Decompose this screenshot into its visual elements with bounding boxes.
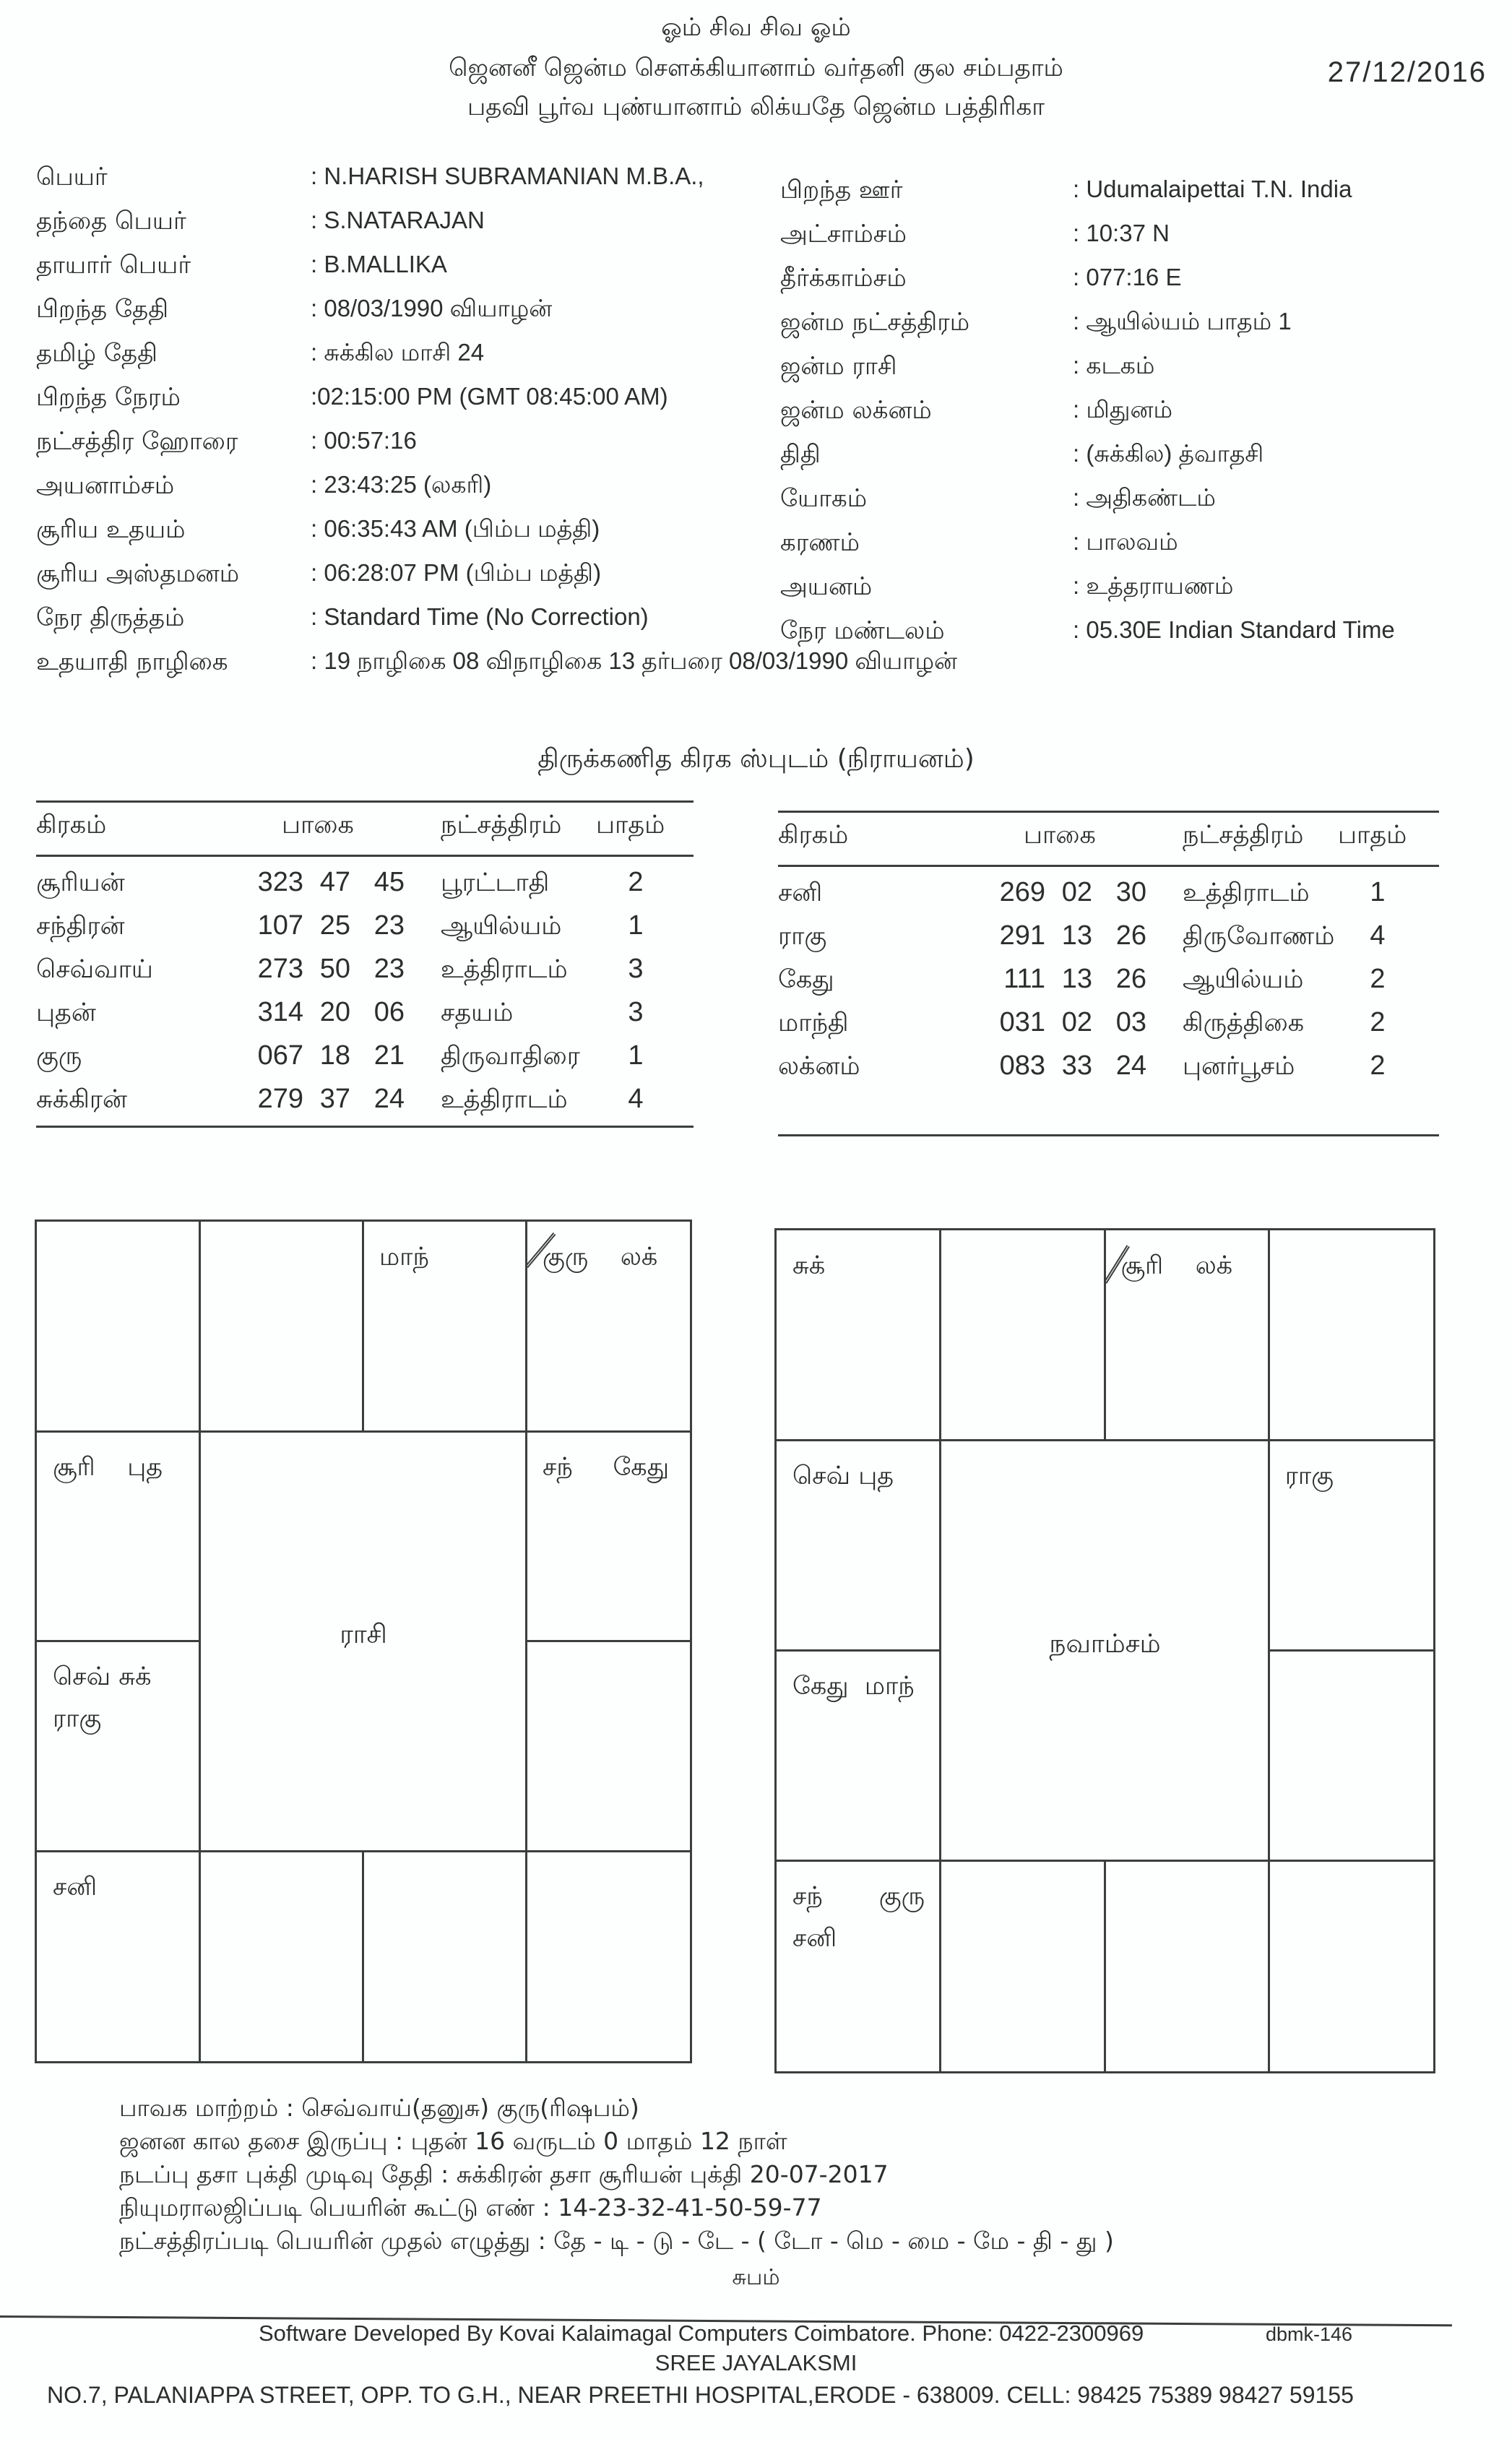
degree-value: 111 <box>1003 964 1045 994</box>
table-bottom-rule <box>778 1134 1439 1136</box>
star-name: உத்திராடம் <box>441 955 568 984</box>
column-header-planet: கிரகம் <box>36 811 107 839</box>
info-label: நட்சத்திர ஹோரை <box>36 427 238 456</box>
info-value: : (சுக்கில) த்வாதசி <box>1073 440 1264 467</box>
star-name: உத்திராடம் <box>1183 879 1310 907</box>
planet-name: சந்திரன் <box>36 912 125 941</box>
minute-value: 37 <box>319 1084 350 1114</box>
star-name: திருவோணம் <box>1183 922 1335 951</box>
info-value: : 00:57:16 <box>311 427 417 454</box>
star-name: ஆயில்யம் <box>441 912 562 941</box>
second-value: 24 <box>1115 1050 1146 1081</box>
info-label: யோகம் <box>780 484 868 513</box>
planet-name: செவ்வாய் <box>36 955 153 984</box>
info-label: பிறந்த நேரம் <box>36 383 181 412</box>
pada-value: 3 <box>628 997 644 1027</box>
column-header-star: நட்சத்திரம் <box>441 811 562 839</box>
house-planets: சுக் <box>792 1251 826 1280</box>
info-label: அயனம் <box>780 572 873 601</box>
header-invocation: ஓம் சிவ சிவ ஓம் <box>661 13 851 42</box>
degree-value: 273 <box>257 954 303 984</box>
house-planets: ராகு <box>1284 1462 1334 1490</box>
rasi-chart <box>35 1220 692 2063</box>
table-top-rule <box>778 811 1439 813</box>
pada-value: 2 <box>1370 1007 1386 1037</box>
pada-value: 4 <box>628 1084 644 1114</box>
degree-value: 279 <box>257 1084 303 1114</box>
info-label: ஜன்ம ராசி <box>780 352 897 381</box>
second-value: 23 <box>373 954 405 984</box>
numerology-number: நியுமராலஜிப்படி பெயரின் கூட்டு எண் : 14-23-32-41-50-59-77 <box>119 2193 822 2222</box>
degree-value: 269 <box>999 877 1045 907</box>
house-planets: சந் குரு சனி <box>792 1882 925 1953</box>
info-value: : சுக்கில மாசி 24 <box>311 339 485 366</box>
star-name: கிருத்திகை <box>1183 1009 1305 1037</box>
planet-name: ராகு <box>778 922 827 951</box>
star-name: திருவாதிரை <box>441 1042 580 1071</box>
info-value: : 10:37 N <box>1073 220 1170 246</box>
column-header-planet: கிரகம் <box>778 821 849 850</box>
planet-table-title: திருக்கணித கிரக ஸ்புடம் (நிராயனம்) <box>537 744 975 774</box>
grid-line-vertical <box>1104 1861 1106 2071</box>
house-planets: கேது மாந் <box>792 1672 915 1701</box>
pada-value: 2 <box>1370 964 1386 994</box>
shop-address: NO.7, PALANIAPPA STREET, OPP. TO G.H., NEAR PREETHI HOSPITAL,ERODE - 638009. CELL: 98425 75389 98427 59155 <box>47 2382 1354 2408</box>
info-label: ஜன்ம நட்சத்திரம் <box>780 308 970 337</box>
minute-value: 02 <box>1061 1007 1092 1037</box>
info-value: : 23:43:25 (லகரி) <box>311 471 492 498</box>
pada-value: 1 <box>1370 877 1386 907</box>
info-label: கரணம் <box>780 528 860 557</box>
name-first-letters: நட்சத்திரப்படி பெயரின் முதல் எழுத்து : தே - டி - டு - டே - ( டோ - மெ - மை - மே - தி - து ) <box>119 2227 1114 2255</box>
star-name: ஆயில்யம் <box>1183 965 1304 994</box>
info-value: : 06:28:07 PM (பிம்ப மத்தி) <box>311 559 602 586</box>
column-header-pada: பாதம் <box>596 811 665 839</box>
house-planets: சனி <box>53 1872 98 1901</box>
table-header-rule <box>778 865 1439 867</box>
info-value: : மிதுனம் <box>1073 396 1172 423</box>
info-value: : B.MALLIKA <box>311 251 447 277</box>
house-planets: செவ் புத <box>792 1462 894 1490</box>
minute-value: 13 <box>1061 964 1092 994</box>
planet-name: சனி <box>778 879 823 907</box>
planet-name: சூரியன் <box>36 868 125 897</box>
pada-value: 4 <box>1370 920 1386 951</box>
shop-name: SREE JAYALAKSMI <box>655 2350 857 2375</box>
house-planets: சந் கேது <box>543 1452 670 1482</box>
info-label: பெயர் <box>36 163 108 191</box>
degree-value: 291 <box>999 920 1045 951</box>
info-label: தந்தை பெயர் <box>36 207 186 236</box>
pada-value: 1 <box>628 1040 644 1071</box>
minute-value: 02 <box>1061 877 1092 907</box>
star-name: புனர்பூசம் <box>1183 1052 1295 1081</box>
table-bottom-rule <box>36 1126 694 1128</box>
degree-value: 323 <box>257 867 303 897</box>
closing-word: சுபம் <box>732 2265 780 2290</box>
grid-line-vertical <box>362 1222 364 1432</box>
table-top-rule <box>36 800 694 803</box>
info-label: நேர திருத்தம் <box>36 603 185 632</box>
current-dasa-end: நடப்பு தசா புக்தி முடிவு தேதி : சுக்கிரன் தசா சூரியன் புக்தி 20-07-2017 <box>119 2160 889 2188</box>
info-label: பிறந்த ஊர் <box>780 176 903 204</box>
info-label: உதயாதி நாழிகை <box>36 647 228 676</box>
header-verse-1: ஜெனனீ ஜென்ம சௌக்கியானாம் வர்தனி குல சம்பதாம் <box>449 53 1063 82</box>
info-value: :02:15:00 PM (GMT 08:45:00 AM) <box>311 383 668 410</box>
info-label: பிறந்த தேதி <box>36 295 169 324</box>
second-value: 26 <box>1115 920 1146 951</box>
info-value: : S.NATARAJAN <box>311 207 485 233</box>
second-value: 06 <box>373 997 405 1027</box>
print-date: 27/12/2016 <box>1327 56 1487 88</box>
info-value: : ஆயில்யம் பாதம் 1 <box>1073 308 1292 334</box>
info-value: : 19 நாழிகை 08 விநாழிகை 13 தர்பரை 08/03/1990 வியாழன் <box>311 647 958 674</box>
info-value: : N.HARISH SUBRAMANIAN M.B.A., <box>311 163 704 189</box>
info-label: அட்சாம்சம் <box>780 220 907 249</box>
software-code: dbmk-146 <box>1266 2323 1353 2345</box>
grid-line-horizontal <box>37 1430 690 1433</box>
degree-value: 314 <box>257 997 303 1027</box>
star-name: உத்திராடம் <box>441 1085 568 1114</box>
degree-value: 067 <box>257 1040 303 1071</box>
header-verse-2: பதவி பூர்வ புண்யானாம் லிக்யதே ஜென்ம பத்திரிகா <box>467 92 1045 121</box>
star-name: சதயம் <box>441 998 514 1027</box>
house-planets: சூரி லக் <box>1120 1251 1233 1280</box>
degree-value: 031 <box>999 1007 1045 1037</box>
second-value: 24 <box>373 1084 405 1114</box>
grid-line-horizontal <box>777 1860 1433 1862</box>
info-label: திதி <box>780 440 821 469</box>
chart-title: ராசி <box>340 1620 387 1649</box>
info-label: அயனாம்சம் <box>36 471 175 500</box>
chart-title: நவாம்சம் <box>1049 1629 1161 1659</box>
info-label: தமிழ் தேதி <box>36 339 157 368</box>
column-header-star: நட்சத்திரம் <box>1183 821 1304 850</box>
info-label: சூரிய உதயம் <box>36 515 186 544</box>
minute-value: 50 <box>319 954 350 984</box>
minute-value: 13 <box>1061 920 1092 951</box>
second-value: 03 <box>1115 1007 1146 1037</box>
info-value: : 05.30E Indian Standard Time <box>1073 616 1395 643</box>
info-value: : பாலவம் <box>1073 528 1178 555</box>
grid-line-horizontal <box>527 1640 690 1642</box>
grid-line-vertical <box>362 1852 364 2062</box>
house-planets: சூரி புத <box>53 1452 163 1482</box>
grid-line-horizontal <box>37 1640 200 1642</box>
grid-line-horizontal <box>1269 1649 1433 1652</box>
planet-name: குரு <box>36 1042 82 1071</box>
pada-value: 2 <box>1370 1050 1386 1081</box>
second-value: 26 <box>1115 964 1146 994</box>
planet-name: லக்னம் <box>778 1052 860 1081</box>
column-header-degree: பாகை <box>1024 821 1096 850</box>
grid-line-horizontal <box>37 1850 690 1852</box>
minute-value: 20 <box>319 997 350 1027</box>
dasa-balance: ஜனன கால தசை இருப்பு : புதன் 16 வருடம் 0 மாதம் 12 நாள் <box>119 2127 787 2155</box>
grid-line-horizontal <box>777 1439 1433 1441</box>
info-label: ஜன்ம லக்னம் <box>780 396 932 425</box>
info-label: தாயார் பெயர் <box>36 251 191 280</box>
info-value: : 08/03/1990 வியாழன் <box>311 295 553 321</box>
info-value: : Udumalaipettai T.N. India <box>1073 176 1352 202</box>
pada-value: 3 <box>628 954 644 984</box>
info-value: : 06:35:43 AM (பிம்ப மத்தி) <box>311 515 600 542</box>
info-label: தீர்க்காம்சம் <box>780 264 907 293</box>
second-value: 45 <box>373 867 405 897</box>
navamsa-chart <box>774 1228 1435 2073</box>
degree-value: 083 <box>999 1050 1045 1081</box>
table-header-rule <box>36 855 694 857</box>
planet-name: மாந்தி <box>778 1009 849 1037</box>
minute-value: 18 <box>319 1040 350 1071</box>
minute-value: 25 <box>319 910 350 941</box>
star-name: பூரட்டாதி <box>441 868 550 897</box>
house-planets: மாந் <box>379 1243 429 1272</box>
planet-name: சுக்கிரன் <box>36 1085 127 1114</box>
grid-line-vertical <box>1104 1230 1106 1441</box>
second-value: 23 <box>373 910 405 941</box>
software-credit: Software Developed By Kovai Kalaimagal Computers Coimbatore. Phone: 0422-2300969 <box>259 2321 1144 2346</box>
info-value: : 077:16 E <box>1073 264 1182 290</box>
info-value: : Standard Time (No Correction) <box>311 603 649 630</box>
second-value: 21 <box>373 1040 405 1071</box>
minute-value: 33 <box>1061 1050 1092 1081</box>
second-value: 30 <box>1115 877 1146 907</box>
house-planets: குரு லக் <box>543 1243 658 1272</box>
planet-name: புதன் <box>36 998 96 1027</box>
minute-value: 47 <box>319 867 350 897</box>
info-label: சூரிய அஸ்தமனம் <box>36 559 240 588</box>
info-value: : உத்தராயணம் <box>1073 572 1234 599</box>
pada-value: 1 <box>628 910 644 941</box>
column-header-degree: பாகை <box>282 811 354 839</box>
house-planets: செவ் சுக் ராகு <box>53 1662 152 1733</box>
info-value: : அதிகண்டம் <box>1073 484 1216 511</box>
grid-line-horizontal <box>777 1649 941 1652</box>
info-label: நேர மண்டலம் <box>780 616 945 645</box>
degree-value: 107 <box>257 910 303 941</box>
bhava-change: பாவக மாற்றம் : செவ்வாய்(தனுசு) குரு(ரிஷபம்) <box>119 2094 639 2122</box>
pada-value: 2 <box>628 867 644 897</box>
planet-name: கேது <box>778 965 834 994</box>
info-value: : கடகம் <box>1073 352 1155 379</box>
column-header-pada: பாதம் <box>1338 821 1407 850</box>
